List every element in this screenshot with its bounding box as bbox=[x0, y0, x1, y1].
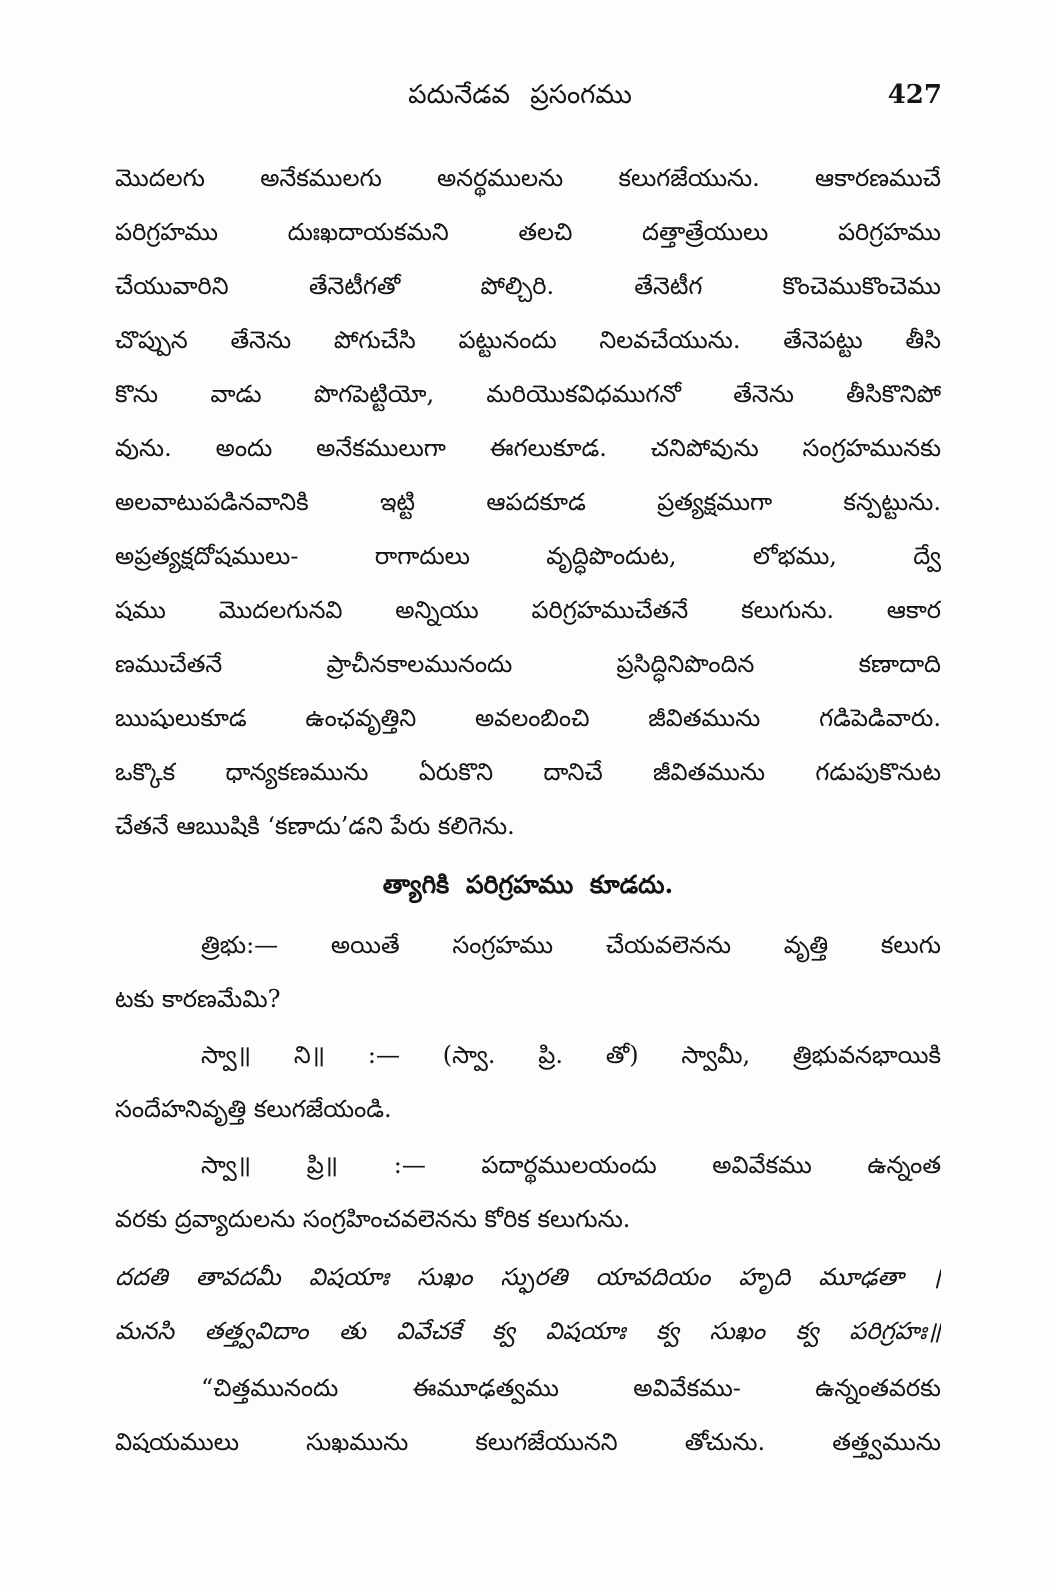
verse-line: మనసి తత్త్వవిదాం తు వివేచకే క్వ విషయాః క్వ సుఖం క్వ పరిగ్రహః॥ bbox=[115, 1317, 941, 1345]
verse-line: దదతి తావదమీ విషయాః సుఖం స్ఫురతి యావదియం హృది మూఢతా । bbox=[115, 1263, 941, 1291]
text-line: ఒక్కొక ధాన్యకణమును ఏరుకొని దానిచే జీవితమును గడుపుకొనుట bbox=[115, 758, 941, 786]
text-line: అప్రత్యక్షదోషములు- రాగాదులు వృద్ధిపొందుట, లోభము, ద్వే bbox=[115, 542, 941, 570]
text-line: ఋషులుకూడ ఉంఛవృత్తిని అవలంబించి జీవితమును గడిపెడివారు. bbox=[115, 704, 941, 732]
text-line: టకు కారణమేమి? bbox=[115, 985, 281, 1013]
text-line: విషయములు సుఖమును కలుగజేయునని తోచును. తత్త్వమును bbox=[115, 1428, 941, 1456]
text-line: “చిత్తమునందు ఈమూఢత్వము అవివేకము- ఉన్నంతవరకు bbox=[201, 1374, 941, 1402]
text-line: మొదలగు అనేకములగు అనర్థములను కలుగజేయును. ఆకారణముచే bbox=[115, 164, 941, 192]
section-heading: త్యాగికి పరిగ్రహము కూడదు. bbox=[382, 870, 674, 899]
chapter-title: పదునేడవ ప్రసంగము bbox=[408, 80, 632, 110]
text-line: చేయువారిని తేనెటీగతో పోల్చిరి. తేనెటీగ కొంచెముకొంచెము bbox=[115, 272, 941, 300]
text-line: స్వా॥ ని॥ :— (స్వా. ప్రి. తో) స్వామీ, త్రిభువనభాయికి bbox=[201, 1041, 941, 1069]
text-line: వును. అందు అనేకములుగా ఈగలుకూడ. చనిపోవును సంగ్రహమునకు bbox=[115, 434, 941, 462]
text-line: వరకు ద్రవ్యాదులను సంగ్రహించవలెనను కోరిక కలుగును. bbox=[115, 1205, 631, 1233]
paragraph bbox=[115, 151, 941, 853]
text-line: అలవాటుపడినవానికి ఇట్టి ఆపదకూడ ప్రత్యక్షముగా కన్పట్టును. bbox=[115, 488, 941, 516]
running-head bbox=[0, 70, 1055, 120]
text-line: స్వా॥ ప్రి॥ :— పదార్థములయందు అవివేకము ఉన్నంత bbox=[201, 1151, 941, 1179]
text-line: పరిగ్రహము దుఃఖదాయకమని తలచి దత్తాత్రేయులు పరిగ్రహము bbox=[115, 218, 941, 246]
dialogue-answer bbox=[115, 1138, 941, 1246]
text-line: చేతనే ఆఋషికి ‘కణాదు’డని పేరు కలిగెను. bbox=[115, 812, 515, 840]
text-line: సందేహనివృత్తి కలుగజేయండి. bbox=[115, 1095, 392, 1123]
dialogue-reply bbox=[115, 1028, 941, 1136]
dialogue-question bbox=[115, 918, 941, 1026]
text-line: కొను వాడు పొగపెట్టియో, మరియొకవిధముగనో తేనెను తీసికొనిపో bbox=[115, 380, 941, 408]
sanskrit-verse bbox=[115, 1250, 941, 1358]
page-number: 427 bbox=[887, 80, 942, 110]
text-line: షము మొదలగునవి అన్నియు పరిగ్రహముచేతనే కలుగును. ఆకార bbox=[115, 596, 941, 624]
text-line: చొప్పున తేనెను పోగుచేసి పట్టునందు నిలవచేయును. తేనెపట్టు తీసి bbox=[115, 326, 941, 354]
verse-commentary bbox=[115, 1361, 941, 1469]
text-line: త్రిభు:— అయితే సంగ్రహము చేయవలెనను వృత్తి కలుగు bbox=[201, 931, 941, 959]
text-line: ణముచేతనే ప్రాచీనకాలమునందు ప్రసిద్ధినిపొందిన కణాదాది bbox=[115, 650, 941, 678]
